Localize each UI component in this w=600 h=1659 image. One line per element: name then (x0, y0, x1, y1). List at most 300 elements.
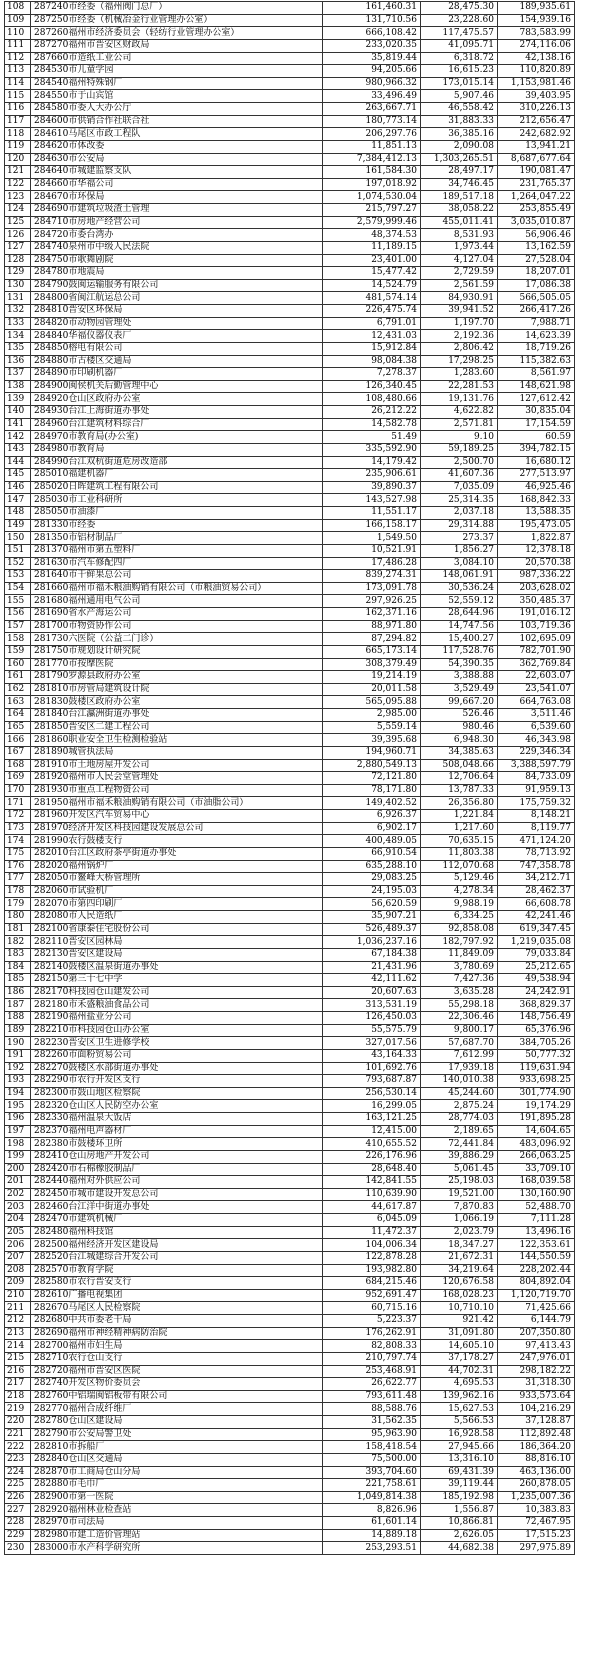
amount-2-cell: 16,928.58 (421, 1428, 498, 1441)
unit-name-cell: 282230晋安区卫生进修学校 (31, 1037, 323, 1050)
table-row (5, 1479, 575, 1492)
unit-name-cell: 284800省闽江航运总公司 (31, 292, 323, 305)
table-row (5, 1125, 575, 1138)
row-number-cell: 220 (5, 1416, 31, 1429)
table-row (5, 948, 575, 961)
total-amount-cell: 7,988.71 (498, 317, 575, 330)
unit-name-cell: 281630市汽车修配四厂 (31, 557, 323, 570)
row-number-cell: 159 (5, 645, 31, 658)
amount-1-cell: 206,297.76 (323, 128, 421, 141)
row-number-cell: 151 (5, 544, 31, 557)
row-number-cell: 113 (5, 65, 31, 78)
total-amount-cell: 33,709.10 (498, 1163, 575, 1176)
total-amount-cell: 17,086.38 (498, 279, 575, 292)
total-amount-cell: 122,353.61 (498, 1239, 575, 1252)
row-number-cell: 210 (5, 1289, 31, 1302)
table-row (5, 1150, 575, 1163)
row-number-cell: 108 (5, 2, 31, 15)
total-amount-cell: 783,583.99 (498, 27, 575, 40)
amount-2-cell: 14,747.56 (421, 620, 498, 633)
total-amount-cell: 46,343.98 (498, 734, 575, 747)
total-amount-cell: 1,153,981.46 (498, 77, 575, 90)
total-amount-cell: 384,705.26 (498, 1037, 575, 1050)
total-amount-cell: 1,219,035.08 (498, 936, 575, 949)
total-amount-cell: 71,425.66 (498, 1302, 575, 1315)
amount-1-cell: 23,401.00 (323, 254, 421, 267)
amount-2-cell: 84,930.91 (421, 292, 498, 305)
amount-1-cell: 839,274.31 (323, 570, 421, 583)
total-amount-cell: 310,226.13 (498, 103, 575, 116)
table-row (5, 469, 575, 482)
unit-name-cell: 282920福州林业检查站 (31, 1504, 323, 1517)
unit-name-cell: 281640市干鲜果总公司 (31, 570, 323, 583)
total-amount-cell: 207,350.80 (498, 1327, 575, 1340)
total-amount-cell: 25,212.65 (498, 961, 575, 974)
row-number-cell: 178 (5, 885, 31, 898)
total-amount-cell: 277,513.97 (498, 469, 575, 482)
amount-1-cell: 410,655.52 (323, 1138, 421, 1151)
amount-2-cell: 39,941.52 (421, 305, 498, 318)
amount-1-cell: 44,617.87 (323, 1201, 421, 1214)
amount-1-cell: 226,475.74 (323, 305, 421, 318)
unit-name-cell: 282720福州市晋安区医院 (31, 1365, 323, 1378)
row-number-cell: 112 (5, 52, 31, 65)
unit-name-cell: 281330市经委 (31, 519, 323, 532)
amount-1-cell: 158,418.54 (323, 1441, 421, 1454)
row-number-cell: 201 (5, 1176, 31, 1189)
amount-1-cell: 101,692.76 (323, 1062, 421, 1075)
total-amount-cell: 148,756.49 (498, 1012, 575, 1025)
table-row (5, 1289, 575, 1302)
amount-2-cell: 15,400.27 (421, 633, 498, 646)
unit-name-cell: 287260福州市经济委员会（轻纺行业管理办公室） (31, 27, 323, 40)
table-row (5, 229, 575, 242)
total-amount-cell: 91,959.13 (498, 784, 575, 797)
amount-2-cell: 182,797.92 (421, 936, 498, 949)
row-number-cell: 179 (5, 898, 31, 911)
table-row (5, 191, 575, 204)
amount-1-cell: 176,262.91 (323, 1327, 421, 1340)
unit-name-cell: 282140鼓楼区温泉街道办事处 (31, 961, 323, 974)
total-amount-cell: 274,116.06 (498, 39, 575, 52)
amount-1-cell: 56,620.59 (323, 898, 421, 911)
table-row (5, 305, 575, 318)
amount-2-cell: 3,780.69 (421, 961, 498, 974)
row-number-cell: 145 (5, 469, 31, 482)
amount-1-cell: 95,963.90 (323, 1428, 421, 1441)
amount-1-cell: 39,890.37 (323, 481, 421, 494)
table-row (5, 658, 575, 671)
row-number-cell: 187 (5, 999, 31, 1012)
unit-name-cell: 284660市华福公司 (31, 178, 323, 191)
amount-1-cell: 6,791.01 (323, 317, 421, 330)
amount-2-cell: 3,635.28 (421, 986, 498, 999)
unit-name-cell: 284850榕电有限公司 (31, 342, 323, 355)
amount-2-cell: 6,318.72 (421, 52, 498, 65)
unit-name-cell: 284600市供销合作社联合社 (31, 115, 323, 128)
amount-1-cell: 393,704.60 (323, 1466, 421, 1479)
row-number-cell: 114 (5, 77, 31, 90)
table-body (5, 2, 575, 1555)
row-number-cell: 164 (5, 709, 31, 722)
row-number-cell: 191 (5, 1049, 31, 1062)
amount-2-cell: 13,316.10 (421, 1453, 498, 1466)
unit-name-cell: 282710农行仓山支行 (31, 1352, 323, 1365)
amount-2-cell: 69,431.39 (421, 1466, 498, 1479)
table-row (5, 519, 575, 532)
table-row (5, 279, 575, 292)
amount-2-cell: 273.37 (421, 532, 498, 545)
total-amount-cell: 66,608.78 (498, 898, 575, 911)
amount-1-cell: 162,371.16 (323, 608, 421, 621)
unit-name-cell: 282580市农行晋安支行 (31, 1277, 323, 1290)
amount-2-cell: 2,189.65 (421, 1125, 498, 1138)
amount-1-cell: 635,288.10 (323, 860, 421, 873)
total-amount-cell: 1,235,007.36 (498, 1491, 575, 1504)
amount-1-cell: 122,878.28 (323, 1251, 421, 1264)
unit-name-cell: 282380市鼓楼环卫所 (31, 1138, 323, 1151)
unit-name-cell: 284720市委台湾办 (31, 229, 323, 242)
row-number-cell: 175 (5, 847, 31, 860)
amount-1-cell: 308,379.49 (323, 658, 421, 671)
unit-name-cell: 282670马尾区人民检察院 (31, 1302, 323, 1315)
amount-1-cell: 6,902.17 (323, 822, 421, 835)
row-number-cell: 160 (5, 658, 31, 671)
row-number-cell: 122 (5, 178, 31, 191)
amount-2-cell: 2,729.59 (421, 267, 498, 280)
amount-2-cell: 5,129.46 (421, 873, 498, 886)
unit-name-cell: 281970经济开发区科技园建设发展总公司 (31, 822, 323, 835)
table-row (5, 1365, 575, 1378)
row-number-cell: 183 (5, 948, 31, 961)
total-amount-cell: 804,892.04 (498, 1277, 575, 1290)
total-amount-cell: 229,346.34 (498, 746, 575, 759)
unit-name-cell: 282010台江区政府茶亭街道办事处 (31, 847, 323, 860)
amount-1-cell: 88,971.80 (323, 620, 421, 633)
row-number-cell: 121 (5, 166, 31, 179)
amount-2-cell: 1,973.44 (421, 241, 498, 254)
amount-2-cell: 9.10 (421, 431, 498, 444)
unit-name-cell: 282500福州经济开发区建设局 (31, 1239, 323, 1252)
amount-1-cell: 20,011.58 (323, 683, 421, 696)
unit-name-cell: 284990台江双杭街道危房改造部 (31, 456, 323, 469)
amount-2-cell: 2,023.79 (421, 1226, 498, 1239)
table-row (5, 153, 575, 166)
amount-2-cell: 526.46 (421, 709, 498, 722)
table-row (5, 267, 575, 280)
amount-2-cell: 2,571.81 (421, 418, 498, 431)
amount-1-cell: 980,966.32 (323, 77, 421, 90)
amount-2-cell: 5,566.53 (421, 1416, 498, 1429)
total-amount-cell: 16,680.12 (498, 456, 575, 469)
row-number-cell: 125 (5, 216, 31, 229)
amount-1-cell: 161,584.30 (323, 166, 421, 179)
amount-1-cell: 1,036,237.16 (323, 936, 421, 949)
unit-name-cell: 281810市房管局建筑设计院 (31, 683, 323, 696)
row-number-cell: 130 (5, 279, 31, 292)
row-number-cell: 205 (5, 1226, 31, 1239)
amount-2-cell: 28,774.03 (421, 1113, 498, 1126)
unit-name-cell: 284980市教育局 (31, 443, 323, 456)
amount-2-cell: 4,278.34 (421, 885, 498, 898)
row-number-cell: 128 (5, 254, 31, 267)
amount-1-cell: 17,486.28 (323, 557, 421, 570)
total-amount-cell: 7,111.28 (498, 1214, 575, 1227)
table-row (5, 1542, 575, 1555)
table-row (5, 481, 575, 494)
amount-1-cell: 31,562.35 (323, 1416, 421, 1429)
amount-1-cell: 215,797.27 (323, 204, 421, 217)
table-row (5, 140, 575, 153)
row-number-cell: 230 (5, 1542, 31, 1555)
table-row (5, 645, 575, 658)
table-row (5, 1517, 575, 1530)
amount-1-cell: 7,278.37 (323, 368, 421, 381)
row-number-cell: 124 (5, 204, 31, 217)
amount-2-cell: 44,682.38 (421, 1542, 498, 1555)
unit-name-cell: 281910市土地房屋开发公司 (31, 759, 323, 772)
table-row (5, 1428, 575, 1441)
total-amount-cell: 28,462.37 (498, 885, 575, 898)
amount-1-cell: 16,299.05 (323, 1100, 421, 1113)
amount-2-cell: 10,710.10 (421, 1302, 498, 1315)
row-number-cell: 134 (5, 330, 31, 343)
amount-1-cell: 684,215.46 (323, 1277, 421, 1290)
total-amount-cell: 260,878.05 (498, 1479, 575, 1492)
unit-name-cell: 281730六医院（公益二门诊） (31, 633, 323, 646)
table-row (5, 507, 575, 520)
total-amount-cell: 1,120,719.70 (498, 1289, 575, 1302)
table-row (5, 368, 575, 381)
table-row (5, 1012, 575, 1025)
table-row (5, 620, 575, 633)
row-number-cell: 148 (5, 507, 31, 520)
unit-name-cell: 281890城管执法局 (31, 746, 323, 759)
amount-2-cell: 70,635.15 (421, 835, 498, 848)
total-amount-cell: 23,541.07 (498, 683, 575, 696)
amount-2-cell: 1,221.84 (421, 810, 498, 823)
amount-2-cell: 2,500.70 (421, 456, 498, 469)
unit-name-cell: 282450市城市建设开发总公司 (31, 1188, 323, 1201)
table-row (5, 759, 575, 772)
amount-2-cell: 3,084.10 (421, 557, 498, 570)
amount-2-cell: 54,390.35 (421, 658, 498, 671)
table-row (5, 1176, 575, 1189)
table-row (5, 999, 575, 1012)
row-number-cell: 170 (5, 784, 31, 797)
amount-2-cell: 1,556.87 (421, 1504, 498, 1517)
row-number-cell: 111 (5, 39, 31, 52)
row-number-cell: 127 (5, 241, 31, 254)
row-number-cell: 153 (5, 570, 31, 583)
total-amount-cell: 79,033.84 (498, 948, 575, 961)
row-number-cell: 195 (5, 1100, 31, 1113)
table-row (5, 582, 575, 595)
unit-name-cell: 282780仓山区建设局 (31, 1416, 323, 1429)
amount-2-cell: 28,475.30 (421, 2, 498, 15)
unit-name-cell: 284820市动物园管理处 (31, 317, 323, 330)
amount-1-cell: 2,579,999.46 (323, 216, 421, 229)
unit-name-cell: 285010福建机器厂 (31, 469, 323, 482)
total-amount-cell: 231,765.37 (498, 178, 575, 191)
row-number-cell: 222 (5, 1441, 31, 1454)
amount-1-cell: 180,773.14 (323, 115, 421, 128)
total-amount-cell: 933,698.25 (498, 1075, 575, 1088)
amount-1-cell: 10,521.91 (323, 544, 421, 557)
total-amount-cell: 10,383.83 (498, 1504, 575, 1517)
amount-2-cell: 1,856.27 (421, 544, 498, 557)
row-number-cell: 109 (5, 14, 31, 27)
amount-2-cell: 1,283.60 (421, 368, 498, 381)
amount-2-cell: 36,385.16 (421, 128, 498, 141)
row-number-cell: 214 (5, 1340, 31, 1353)
table-row (5, 557, 575, 570)
table-row (5, 986, 575, 999)
amount-1-cell: 253,293.51 (323, 1542, 421, 1555)
row-number-cell: 180 (5, 911, 31, 924)
row-number-cell: 182 (5, 936, 31, 949)
amount-1-cell: 131,710.56 (323, 14, 421, 27)
table-row (5, 1062, 575, 1075)
table-row (5, 317, 575, 330)
table-row (5, 936, 575, 949)
amount-1-cell: 51.49 (323, 431, 421, 444)
total-amount-cell: 298,182.22 (498, 1365, 575, 1378)
table-row (5, 1403, 575, 1416)
row-number-cell: 161 (5, 671, 31, 684)
unit-name-cell: 284690市建筑垃圾渣土管理 (31, 204, 323, 217)
unit-name-cell: 284580市委人大办公厅 (31, 103, 323, 116)
amount-1-cell: 256,530.14 (323, 1087, 421, 1100)
table-row (5, 1239, 575, 1252)
total-amount-cell: 102,695.09 (498, 633, 575, 646)
unit-name-cell: 284930台江上海街道办事处 (31, 406, 323, 419)
amount-1-cell: 61,601.14 (323, 1517, 421, 1530)
unit-name-cell: 284620市体改委 (31, 140, 323, 153)
amount-2-cell: 1,217.60 (421, 822, 498, 835)
amount-1-cell: 67,184.38 (323, 948, 421, 961)
amount-1-cell: 126,340.45 (323, 380, 421, 393)
total-amount-cell: 203,628.02 (498, 582, 575, 595)
table-row (5, 1138, 575, 1151)
amount-2-cell: 2,561.59 (421, 279, 498, 292)
amount-1-cell: 400,489.05 (323, 835, 421, 848)
amount-2-cell: 31,091.80 (421, 1327, 498, 1340)
row-number-cell: 149 (5, 519, 31, 532)
amount-2-cell: 19,131.76 (421, 393, 498, 406)
table-row (5, 860, 575, 873)
total-amount-cell: 362,769.84 (498, 658, 575, 671)
total-amount-cell: 148,621.98 (498, 380, 575, 393)
amount-1-cell: 55,575.79 (323, 1024, 421, 1037)
table-row (5, 14, 575, 27)
total-amount-cell: 110,820.89 (498, 65, 575, 78)
table-row (5, 974, 575, 987)
amount-2-cell: 140,010.38 (421, 1075, 498, 1088)
unit-name-cell: 284970市教育局(办公室) (31, 431, 323, 444)
total-amount-cell: 3,511.46 (498, 709, 575, 722)
amount-2-cell: 148,061.91 (421, 570, 498, 583)
row-number-cell: 116 (5, 103, 31, 116)
table-row (5, 1188, 575, 1201)
row-number-cell: 216 (5, 1365, 31, 1378)
amount-2-cell: 11,803.38 (421, 847, 498, 860)
amount-2-cell: 44,702.31 (421, 1365, 498, 1378)
row-number-cell: 229 (5, 1529, 31, 1542)
table-row (5, 1504, 575, 1517)
amount-2-cell: 139,962.16 (421, 1390, 498, 1403)
amount-1-cell: 11,851.13 (323, 140, 421, 153)
row-number-cell: 163 (5, 696, 31, 709)
unit-name-cell: 281990农行鼓楼支行 (31, 835, 323, 848)
amount-2-cell: 15,627.53 (421, 1403, 498, 1416)
row-number-cell: 221 (5, 1428, 31, 1441)
row-number-cell: 115 (5, 90, 31, 103)
table-row (5, 1315, 575, 1328)
row-number-cell: 226 (5, 1491, 31, 1504)
table-row (5, 103, 575, 116)
unit-name-cell: 284610马尾区市政工程队 (31, 128, 323, 141)
row-number-cell: 217 (5, 1378, 31, 1391)
amount-1-cell: 226,176.96 (323, 1150, 421, 1163)
unit-name-cell: 281790罗源县政府办公室 (31, 671, 323, 684)
amount-1-cell: 481,574.14 (323, 292, 421, 305)
amount-2-cell: 7,870.83 (421, 1201, 498, 1214)
table-row (5, 216, 575, 229)
amount-1-cell: 98,084.38 (323, 355, 421, 368)
amount-2-cell: 21,672.31 (421, 1251, 498, 1264)
table-row (5, 709, 575, 722)
unit-name-cell: 284900闽侯机关后勤管理中心 (31, 380, 323, 393)
table-row (5, 683, 575, 696)
total-amount-cell: 24,242.91 (498, 986, 575, 999)
amount-1-cell: 253,468.91 (323, 1365, 421, 1378)
table-row (5, 608, 575, 621)
amount-2-cell: 22,306.46 (421, 1012, 498, 1025)
table-row (5, 696, 575, 709)
row-number-cell: 177 (5, 873, 31, 886)
table-row (5, 418, 575, 431)
total-amount-cell: 18,719.26 (498, 342, 575, 355)
amount-1-cell: 197,018.92 (323, 178, 421, 191)
row-number-cell: 165 (5, 721, 31, 734)
amount-1-cell: 87,294.82 (323, 633, 421, 646)
unit-name-cell: 282470市建筑机械厂 (31, 1214, 323, 1227)
amount-1-cell: 72,121.80 (323, 772, 421, 785)
amount-1-cell: 233,020.35 (323, 39, 421, 52)
amount-2-cell: 23,228.60 (421, 14, 498, 27)
total-amount-cell: 144,550.59 (498, 1251, 575, 1264)
amount-2-cell: 3,529.49 (421, 683, 498, 696)
amount-2-cell: 5,907.46 (421, 90, 498, 103)
row-number-cell: 158 (5, 633, 31, 646)
unit-name-cell: 282420市石棉橡胶制品厂 (31, 1163, 323, 1176)
total-amount-cell: 782,701.90 (498, 645, 575, 658)
unit-name-cell: 282680中共市委老干局 (31, 1315, 323, 1328)
unit-name-cell: 281690省水产海运公司 (31, 608, 323, 621)
row-number-cell: 120 (5, 153, 31, 166)
row-number-cell: 200 (5, 1163, 31, 1176)
amount-1-cell: 8,826.96 (323, 1504, 421, 1517)
amount-1-cell: 14,889.18 (323, 1529, 421, 1542)
row-number-cell: 181 (5, 923, 31, 936)
unit-name-cell: 284530市儿童学园 (31, 65, 323, 78)
total-amount-cell: 3,388,597.79 (498, 759, 575, 772)
row-number-cell: 157 (5, 620, 31, 633)
table-row (5, 1441, 575, 1454)
amount-2-cell: 508,048.66 (421, 759, 498, 772)
amount-1-cell: 29,083.25 (323, 873, 421, 886)
